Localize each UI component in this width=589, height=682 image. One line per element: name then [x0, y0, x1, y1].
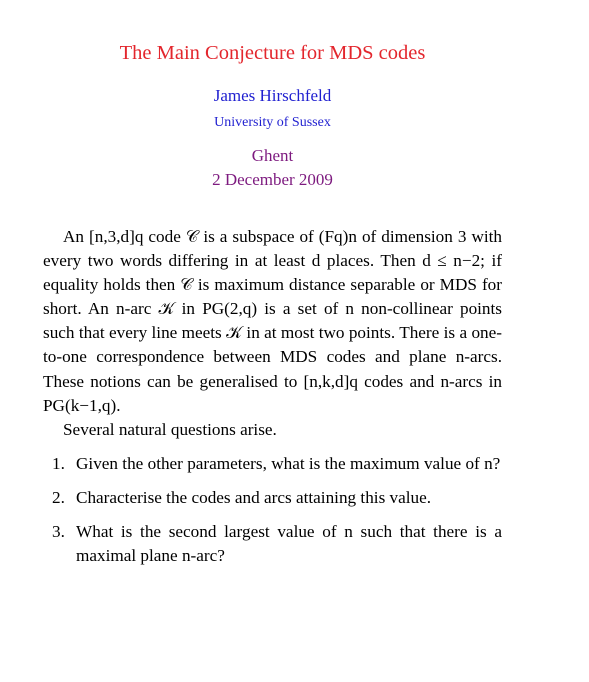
question-number: 3. — [52, 522, 65, 542]
abstract-body — [43, 225, 502, 578]
venue-place: Ghent — [251, 146, 294, 165]
slide-title: The Main Conjecture for MDS codes — [119, 42, 426, 64]
author-name: James Hirschfeld — [213, 86, 332, 105]
talk-date: 2 December 2009 — [212, 170, 333, 189]
question-text: What is the second largest value of n such that there is a maximal plane n-arc? — [76, 522, 502, 566]
question-item — [43, 520, 502, 568]
questions-list — [43, 452, 502, 568]
abstract-paragraph: An [n,3,d]q code 𝒞 is a subspace of (Fq)n of dimension 3 with every two words differing in at least d places. Then d ≤ n−2; if equality holds then 𝒞 is maximum distance separable or MDS for short. An n-arc 𝒦 in PG(2,q) is a set of n non-collinear points such that every line meets 𝒦 in at most two points. There is a one-to-one correspondence between MDS codes and plane n-arcs. These notions can be generalised to [n,k,d]q codes and n-arcs in PG(k−1,q). — [43, 227, 502, 415]
question-text: Characterise the codes and arcs attaining this value. — [76, 487, 432, 507]
questions-intro: Several natural questions arise. — [63, 419, 277, 439]
author-affiliation: University of Sussex — [214, 115, 331, 130]
question-text: Given the other parameters, what is the maximum value of n? — [76, 453, 501, 473]
question-item — [43, 486, 502, 510]
question-number: 2. — [52, 487, 65, 507]
question-item — [43, 452, 502, 476]
question-number: 1. — [52, 453, 65, 473]
